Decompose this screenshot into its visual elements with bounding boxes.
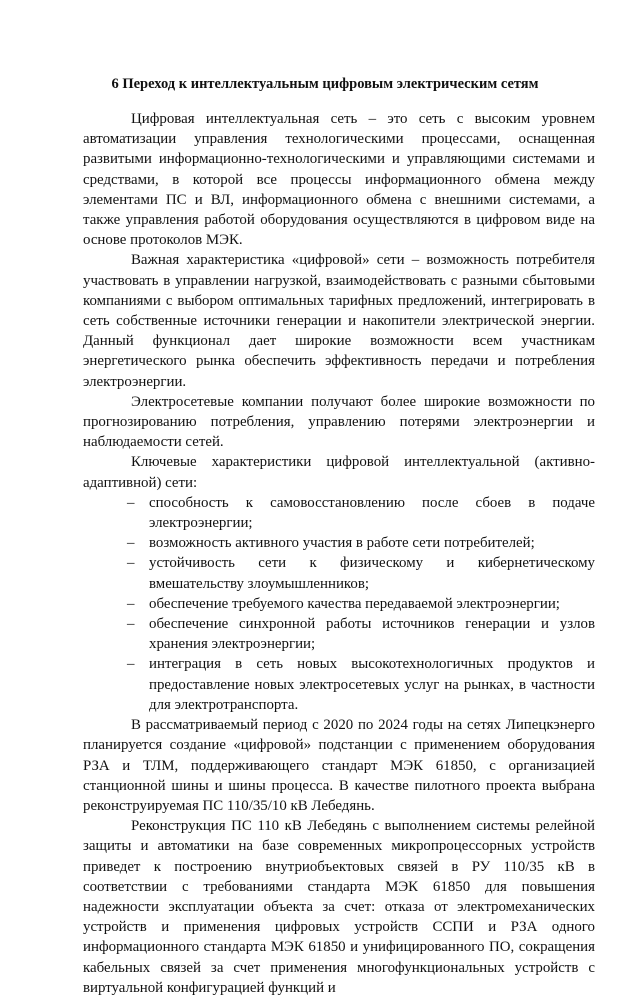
list-item: [83, 553, 595, 593]
list-item: [83, 614, 595, 654]
list-item: [83, 594, 595, 614]
list-dash: –: [127, 535, 135, 552]
list-dash: –: [127, 494, 135, 511]
list-item-text: обеспечение требуемого качества передаваемой электроэнергии;: [149, 595, 560, 612]
paragraph-digital-substation-plan: В рассматриваемый период с 2020 по 2024 годы на сетях Липецкэнерго планируется создание «цифровой» подстанции с применением оборудования РЗА и ТЛМ, поддерживающего стандарт МЭК 61850, с организацией станционной шины и шины процесса. В качестве пилотного проекта выбрана реконструируемая ПС 110/35/10 кВ Лебедянь.: [83, 717, 595, 814]
list-dash: –: [127, 656, 135, 673]
list-item-text: возможность активного участия в работе сети потребителей;: [149, 535, 535, 552]
list-item: [83, 654, 595, 715]
paragraph-lebedyan-reconstruction: Реконструкция ПС 110 кВ Лебедянь с выполнением системы релейной защиты и автоматики на базе современных микропроцессорных устройств приведет к построению внутриобъектовых связей в РУ 110/35 кВ в соответствии с требованиями стандарта МЭК 61850 для повышения надежности эксплуатации объекта за счет: отказа от электромеханических устройств и применения цифровых устройств ССПИ и РЗА одного информационного стандарта МЭК 61850 и унифицированного ПО, сокращения кабельных связей за счет применения многофункциональных устройств с виртуальной конфигурацией функций и: [83, 818, 595, 996]
list-dash: –: [127, 616, 135, 633]
list-item-text: способность к самовосстановлению после сбоев в подаче электроэнергии;: [149, 494, 595, 532]
paragraph-digital-grid-definition: Цифровая интеллектуальная сеть – это сеть с высоким уровнем автоматизации управления технологическими процессами, оснащенная развитыми информационно-технологическими и управляющими системами и средствами, в которой все процессы информационного обмена между элементами ПС и ВЛ, информационного обмена с внешними системами, а также управления работой оборудования осуществляются в цифровом виде на основе протоколов МЭК.: [83, 111, 595, 249]
list-item-text: устойчивость сети к физическому и кибернетическому вмешательству злоумышленников;: [149, 555, 595, 592]
document-body: [83, 109, 595, 998]
list-item: [83, 493, 595, 533]
list-item-text: обеспечение синхронной работы источников генерации и узлов хранения электроэнергии;: [149, 616, 595, 653]
paragraph-consumer-participation: Важная характеристика «цифровой» сети – возможность потребителя участвовать в управлении нагрузкой, взаимодействовать с разными сбытовыми компаниями с выбором оптимальных тарифных предложений, интегрировать в сеть собственные источники генерации и накопители электрической энергии. Данный функционал дает широкие возможности всем участникам энергетического рынка обеспечить эффективность передачи и потребления электроэнергии.: [83, 252, 595, 390]
paragraph-grid-companies: Электросетевые компании получают более широкие возможности по прогнозированию потребления, управлению потерями электроэнергии и наблюдаемости сетей.: [83, 393, 595, 451]
list-item: [83, 533, 595, 553]
paragraph-key-characteristics-intro: Ключевые характеристики цифровой интеллектуальной (активно-адаптивной) сети:: [83, 454, 595, 491]
list-item-text: интеграция в сеть новых высокотехнологичных продуктов и предоставление новых электросетевых услуг на рынках, в частности для электротранспорта.: [149, 656, 595, 713]
section-title: 6 Переход к интеллектуальным цифровым электрическим сетям: [111, 76, 539, 92]
list-dash: –: [127, 555, 135, 572]
list-dash: –: [127, 595, 135, 612]
key-characteristics-list: [83, 493, 595, 715]
